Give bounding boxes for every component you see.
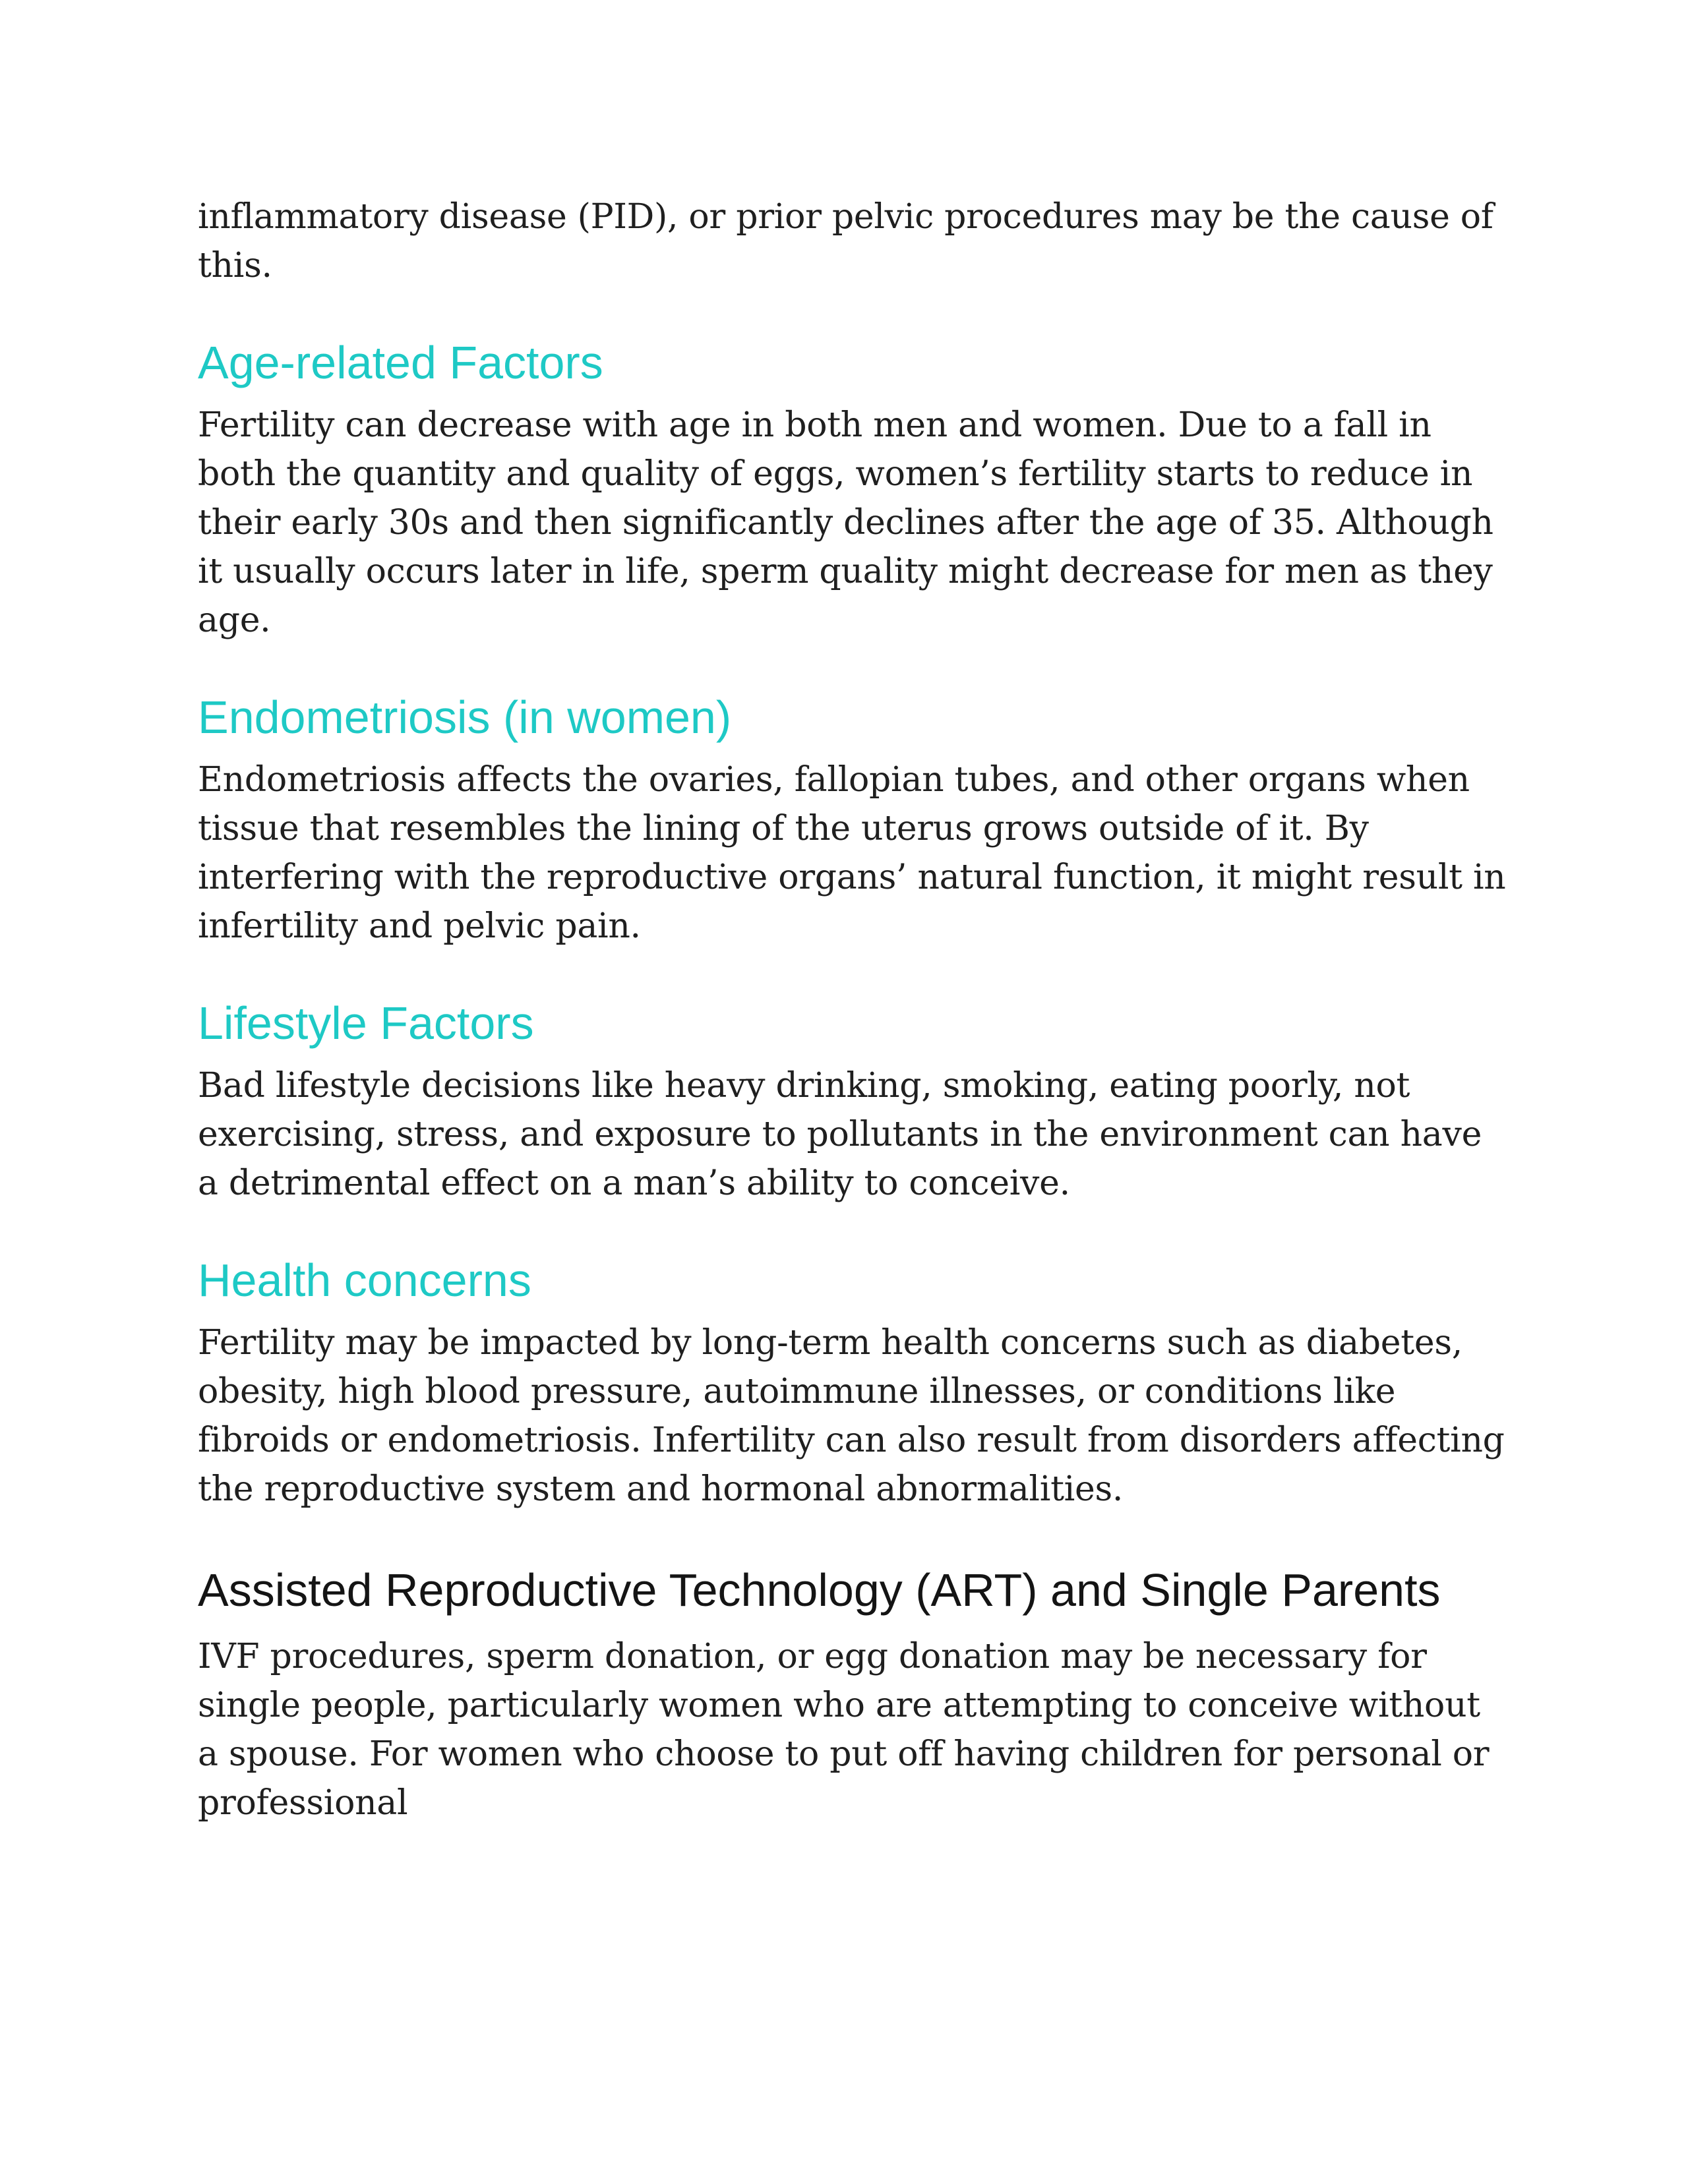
paragraph-endometriosis: Endometriosis affects the ovaries, fallopian tubes, and other organs when tissue that resembles the lining of the uterus grows outside of it. By interfering with the reproductive organs’ natural function, it might result in infertility and pelvic pain.: [198, 760, 1506, 946]
paragraph-lifestyle-factors: Bad lifestyle decisions like heavy drinking, smoking, eating poorly, not exercising, stress, and exposure to pollutants in the environment can have a detrimental effect on a man’s ability to conceive.: [198, 1066, 1482, 1203]
heading-age-related-factors: Age-related Factors: [198, 337, 603, 388]
paragraph-age-related-factors: Fertility can decrease with age in both men and women. Due to a fall in both the quantity and quality of eggs, women’s fertility starts to reduce in their early 30s and then significantly declines after the age of 35. Although it usually occurs later in life, sperm quality might decrease for men as they age.: [198, 405, 1493, 640]
heading-lifestyle-factors: Lifestyle Factors: [198, 997, 534, 1049]
page-content: [198, 192, 1510, 1827]
paragraph-art-single-parents: IVF procedures, sperm donation, or egg donation may be necessary for single people, particularly women who are attempting to conceive without a spouse. For women who choose to put off having children for personal or professional: [198, 1637, 1490, 1823]
heading-art-single-parents: Assisted Reproductive Technology (ART) and Single Parents: [198, 1564, 1441, 1616]
heading-health-concerns: Health concerns: [198, 1254, 531, 1306]
paragraph-pid-continuation: inflammatory disease (PID), or prior pelvic procedures may be the cause of this.: [198, 197, 1493, 285]
heading-endometriosis: Endometriosis (in women): [198, 692, 732, 743]
paragraph-health-concerns: Fertility may be impacted by long-term health concerns such as diabetes, obesity, high blood pressure, autoimmune illnesses, or conditions like fibroids or endometriosis. Infertility can also result from disorders affecting the reproductive system and hormonal abnormalities.: [198, 1323, 1505, 1509]
